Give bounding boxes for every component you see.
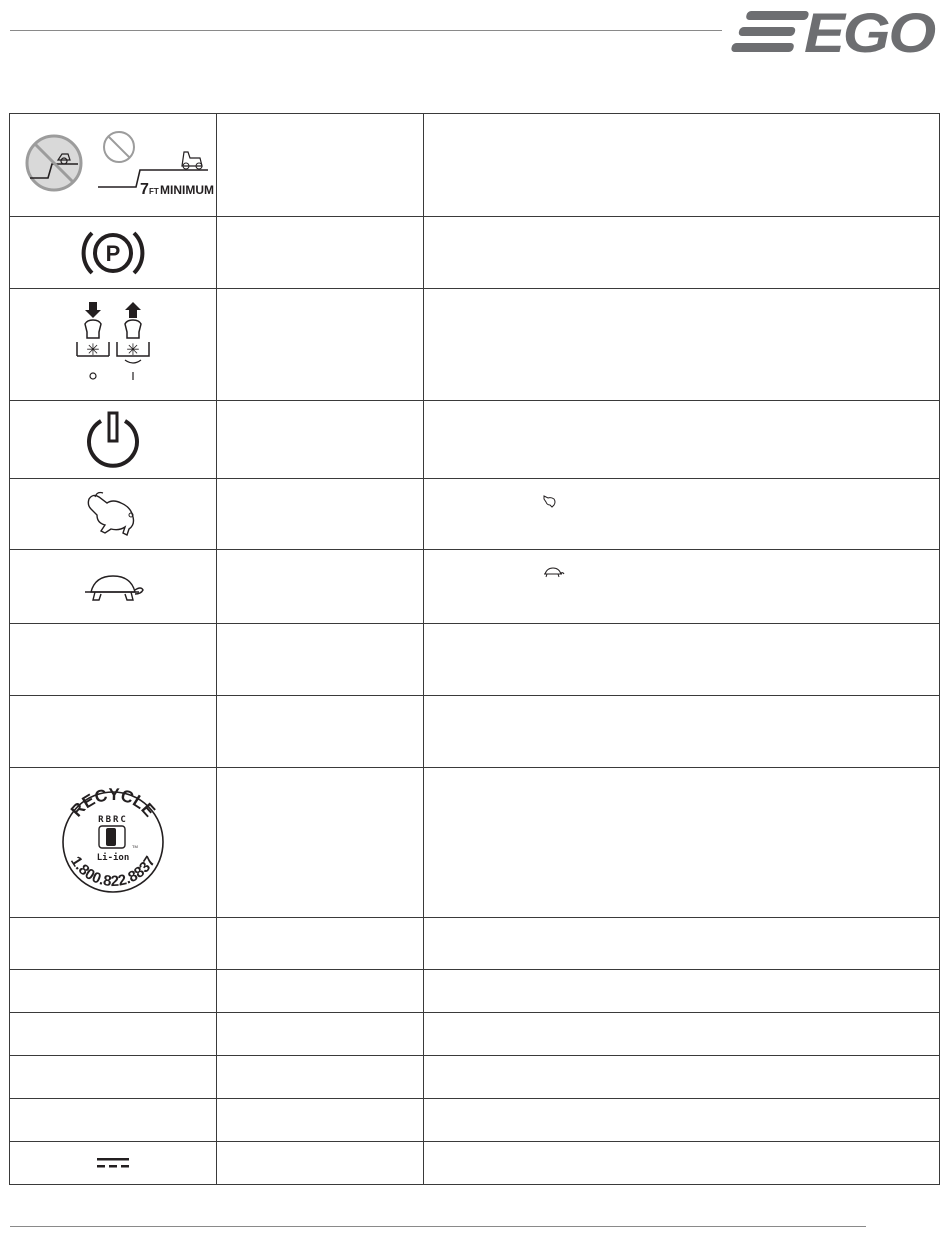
table-row	[10, 217, 940, 289]
turtle-inline-icon	[542, 566, 564, 578]
symbol-cell	[10, 401, 217, 479]
meaning-cell	[217, 479, 424, 550]
explanation-cell	[424, 1056, 940, 1099]
symbol-cell	[10, 918, 217, 970]
blade-engage-knob-icon	[73, 300, 153, 390]
explanation-cell	[424, 1099, 940, 1142]
brand-logo	[734, 1, 940, 64]
symbol-cell	[10, 1013, 217, 1056]
footer-rule	[10, 1226, 866, 1227]
table-row	[10, 479, 940, 550]
meaning-cell	[217, 401, 424, 479]
symbol-cell	[10, 1056, 217, 1099]
table-row	[10, 768, 940, 918]
edge-distance-unit: FT	[149, 187, 159, 196]
table-row	[10, 918, 940, 970]
keep-distance-from-edge-icon	[98, 132, 214, 198]
explanation-cell	[424, 114, 940, 217]
rabbit-fast-icon	[83, 489, 143, 539]
slope-warning-icon	[18, 130, 214, 200]
parking-letter: P	[105, 240, 121, 266]
explanation-cell	[424, 696, 940, 768]
explanation-cell	[424, 401, 940, 479]
symbol-cell	[10, 217, 217, 289]
edge-distance-number: 7	[140, 181, 149, 198]
symbol-cell	[10, 479, 217, 550]
symbol-cell	[10, 114, 217, 217]
explanation-cell	[424, 918, 940, 970]
phone-arc-text: 1.800.822.8837	[66, 852, 160, 890]
brand-logo-text: EGO	[804, 1, 936, 64]
table-row	[10, 1099, 940, 1142]
symbol-cell	[10, 970, 217, 1013]
chemistry-label: Li-ion	[96, 852, 130, 863]
table-row	[10, 1013, 940, 1056]
symbol-cell	[10, 696, 217, 768]
explanation-cell	[424, 479, 940, 550]
knob-pull-up-icon	[117, 302, 149, 380]
trademark-mark: TM	[132, 843, 138, 849]
table-row	[10, 1056, 940, 1099]
parking-brake-icon	[78, 223, 148, 283]
svg-text:✳: ✳	[86, 339, 100, 359]
symbol-cell	[10, 624, 217, 696]
explanation-cell	[424, 1013, 940, 1056]
meaning-cell	[217, 1013, 424, 1056]
svg-text:✳: ✳	[126, 339, 140, 359]
symbol-cell	[10, 1099, 217, 1142]
rabbit-inline-icon	[542, 493, 558, 509]
explanation-cell	[424, 217, 940, 289]
explanation-cell	[424, 550, 940, 624]
direct-current-icon	[95, 1154, 131, 1172]
header-rule	[10, 30, 722, 31]
explanation-cell	[424, 768, 940, 918]
rbrc-label: RBRC	[98, 814, 128, 825]
meaning-cell	[217, 918, 424, 970]
table-row	[10, 401, 940, 479]
recycle-arc-text: RECYCLE	[67, 784, 160, 821]
table-row	[10, 289, 940, 401]
symbol-cell	[10, 768, 217, 918]
meaning-cell	[217, 289, 424, 401]
edge-distance-caption: MINIMUM	[160, 183, 214, 197]
meaning-cell	[217, 1142, 424, 1185]
explanation-cell	[424, 1142, 940, 1185]
no-mowing-near-drop-icon	[27, 136, 81, 190]
meaning-cell	[217, 1099, 424, 1142]
meaning-cell	[217, 114, 424, 217]
table-row	[10, 1142, 940, 1185]
table-row	[10, 696, 940, 768]
meaning-cell	[217, 217, 424, 289]
symbol-cell	[10, 289, 217, 401]
explanation-cell	[424, 289, 940, 401]
meaning-cell	[217, 550, 424, 624]
safety-symbols-table	[9, 113, 940, 1185]
symbol-cell	[10, 1142, 217, 1185]
explanation-cell	[424, 624, 940, 696]
power-icon	[78, 407, 148, 473]
table-row	[10, 970, 940, 1013]
meaning-cell	[217, 624, 424, 696]
rbrc-recycle-seal-icon	[53, 778, 173, 908]
table-row	[10, 114, 940, 217]
meaning-cell	[217, 696, 424, 768]
table-row	[10, 550, 940, 624]
meaning-cell	[217, 970, 424, 1013]
knob-push-down-icon	[77, 302, 109, 379]
explanation-cell	[424, 970, 940, 1013]
symbol-cell	[10, 550, 217, 624]
meaning-cell	[217, 1056, 424, 1099]
turtle-slow-icon	[81, 570, 145, 604]
meaning-cell	[217, 768, 424, 918]
table-row	[10, 624, 940, 696]
